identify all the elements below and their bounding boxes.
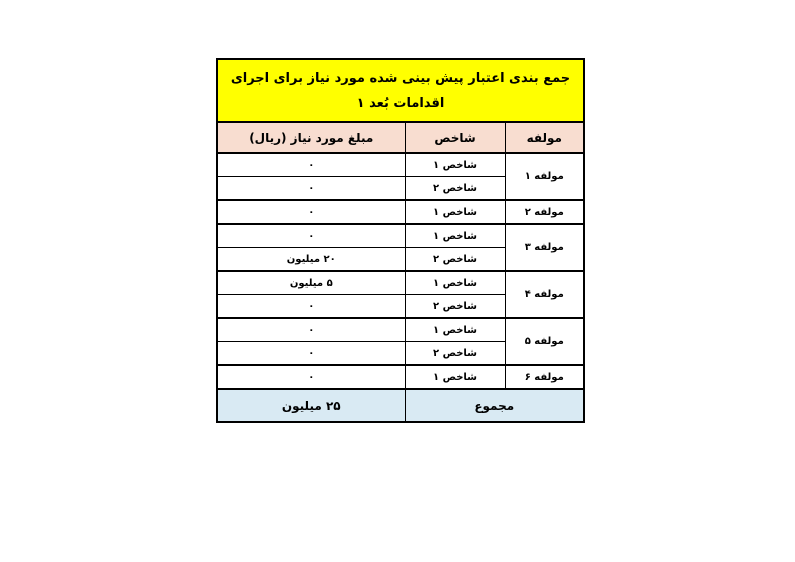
total-row — [217, 389, 584, 422]
amount-cell: ۵ میلیون — [217, 271, 405, 295]
amount-cell: ۰ — [217, 224, 405, 248]
component-cell: مولفه ۲ — [505, 200, 584, 224]
component-cell: مولفه ۶ — [505, 365, 584, 389]
component-cell: مولفه ۳ — [505, 224, 584, 271]
amount-cell: ۰ — [217, 200, 405, 224]
indicator-cell: شاخص ۲ — [405, 342, 505, 366]
indicator-cell: شاخص ۱ — [405, 318, 505, 342]
header-amount: مبلغ مورد نیاز (ریال) — [217, 122, 405, 153]
table-title — [217, 59, 584, 122]
indicator-cell: شاخص ۱ — [405, 224, 505, 248]
table-row — [217, 365, 584, 389]
table-row — [217, 224, 584, 248]
indicator-cell: شاخص ۲ — [405, 295, 505, 319]
indicator-cell: شاخص ۱ — [405, 271, 505, 295]
table-row — [217, 200, 584, 224]
budget-summary-sheet — [216, 58, 583, 423]
amount-cell: ۰ — [217, 153, 405, 177]
indicator-cell: شاخص ۱ — [405, 153, 505, 177]
total-label: مجموع — [405, 389, 584, 422]
amount-cell: ۲۰ میلیون — [217, 248, 405, 272]
amount-cell: ۰ — [217, 365, 405, 389]
table-row — [217, 271, 584, 295]
component-cell: مولفه ۴ — [505, 271, 584, 318]
table-row — [217, 153, 584, 177]
amount-cell: ۰ — [217, 342, 405, 366]
component-cell: مولفه ۱ — [505, 153, 584, 200]
indicator-cell: شاخص ۲ — [405, 248, 505, 272]
table-row — [217, 318, 584, 342]
indicator-cell: شاخص ۲ — [405, 177, 505, 201]
amount-cell: ۰ — [217, 295, 405, 319]
total-amount: ۲۵ میلیون — [217, 389, 405, 422]
indicator-cell: شاخص ۱ — [405, 200, 505, 224]
indicator-cell: شاخص ۱ — [405, 365, 505, 389]
header-component: مولفه — [505, 122, 584, 153]
amount-cell: ۰ — [217, 318, 405, 342]
title-line-1: جمع بندی اعتبار پیش بینی شده مورد نیاز برای اجرای — [230, 70, 571, 86]
budget-table — [216, 58, 585, 423]
amount-cell: ۰ — [217, 177, 405, 201]
title-line-2: اقدامات بُعد ۱ — [356, 95, 445, 111]
header-indicator: شاخص — [405, 122, 505, 153]
component-cell: مولفه ۵ — [505, 318, 584, 365]
